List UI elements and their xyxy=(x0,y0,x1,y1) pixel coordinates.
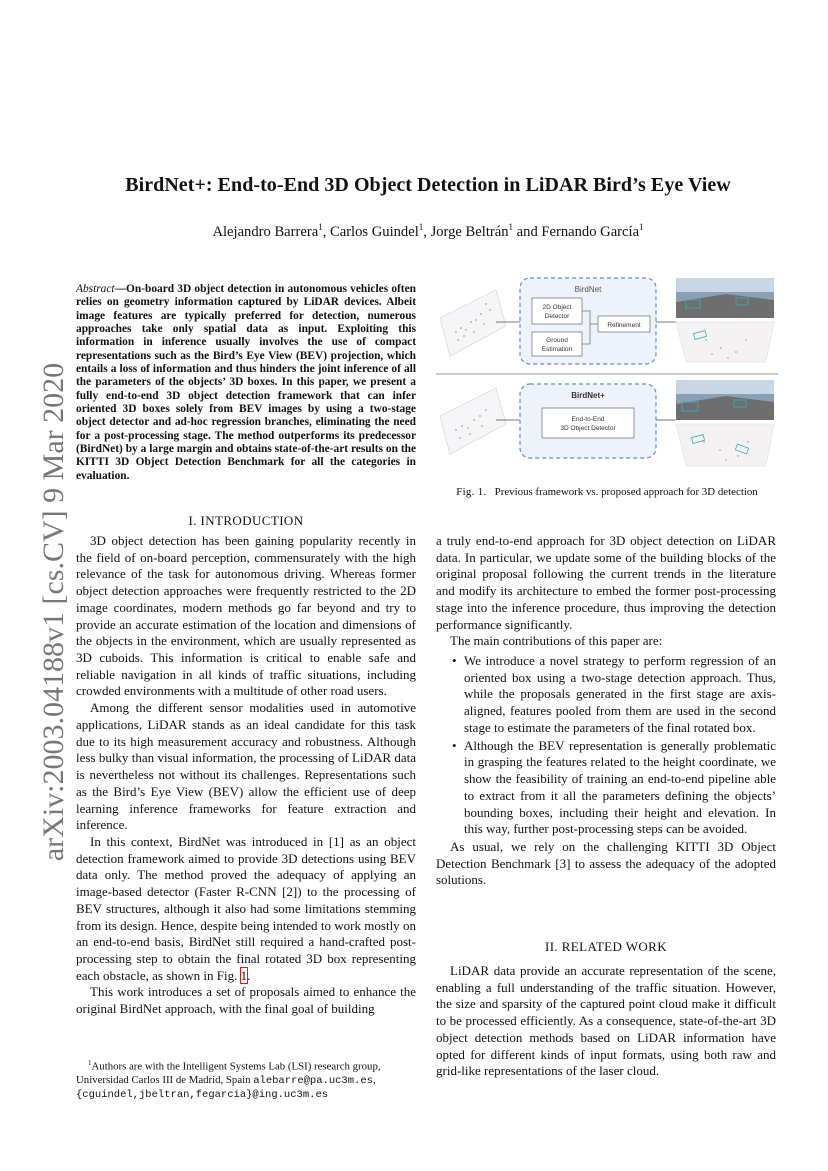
intro-p3-text-b: as an object detection framework aimed to provide 3D detections using BEV data only. The method proved the adequacy of applying an image-based detector (Faster R-CNN xyxy=(76,833,416,900)
email-link[interactable]: {cguindel,jbeltran,fegarcia}@ing.uc3m.es xyxy=(76,1088,329,1101)
birdnet-plus-label: BirdNet+ xyxy=(571,391,605,400)
email-link[interactable]: alebarre@pa.uc3m.es xyxy=(253,1074,373,1087)
author-name: Jorge Beltrán xyxy=(430,223,509,240)
author-name: Carlos Guindel xyxy=(329,223,419,240)
intro-p3-text-a: In this context, BirdNet was introduced in xyxy=(90,833,329,849)
citation-link[interactable]: [1] xyxy=(328,833,345,849)
abstract xyxy=(76,283,416,483)
intro-paragraph-3 xyxy=(76,834,416,984)
list-item xyxy=(436,653,776,737)
author-affiliation-mark: 1 xyxy=(639,222,644,232)
intro-right-p3-text-a: As usual, we rely on the challenging KITTI 3D Object Detection Benchmark xyxy=(436,838,776,871)
block-e2e-text-2: 3D Object Detector xyxy=(560,425,616,432)
intro-right-paragraph-3 xyxy=(436,839,776,889)
author-list xyxy=(88,222,768,241)
citation-link[interactable]: [2] xyxy=(282,884,298,900)
related-work-body xyxy=(436,963,776,1080)
author-separator: , xyxy=(423,223,431,240)
block-e2e-text: End-to-End xyxy=(571,416,605,423)
block-ground-text: Ground xyxy=(546,337,568,344)
intro-p3-text-c: ) to the processing of BEV structures, although it also had some limitations stemming from its design. Hence, despite being intended to work mostly on an end-to-end basis, BirdNet still required a hand-crafted post-processing step to obtain the final rotated 3D box representing each obstacle, as shown in Fig. xyxy=(76,884,416,983)
author-affiliation-mark: 1 xyxy=(418,222,424,232)
paper-title: BirdNet+: End-to-End 3D Object Detection in LiDAR Bird’s Eye View xyxy=(125,174,731,196)
intro-right-paragraph-1: a truly end-to-end approach for 3D object detection on LiDAR data. In particular, we update some of the building blocks of the original proposal following the current trends in the literature and modify its architecture to embed the former post-processing stage into the inference procedure, thus improving the detection performance significantly. xyxy=(436,533,776,632)
camera-image-bottom xyxy=(676,380,774,466)
citation-link[interactable]: [3] xyxy=(555,855,571,871)
intro-paragraph-2: Among the different sensor modalities used in automotive applications, LiDAR stands as an ideal candidate for this task due to its high measurement accuracy and robustness. Although less bulky than visual information, the processing of LiDAR data is nevertheless not without its challenges. Representations such as the Bird’s Eye View (BEV) allow the efficient use of deep learning inference frameworks for feature extraction and inference. xyxy=(76,700,416,833)
block-refine-text: Refinement xyxy=(607,322,641,329)
intro-paragraph-1: 3D object detection has been gaining popularity recently in the field of on-board perception, commensurately with the high relevance of the task for autonomous driving. Whereas former object detection approaches were frequently restricted to the 2D image coordinates, modern methods go far beyond and try to provide an accurate estimation of the location and dimensions of the objects in the environment, which are usually represented as 3D cuboids. This information is critical to enable safe and reliable navigation in all kinds of traffic situations, including crowded environments with a multitude of other road users. xyxy=(76,533,416,699)
footnote xyxy=(76,1057,416,1102)
footnote-text: Authors are with the Intelligent Systems Lab (LSI) research group, Universidad Carlos III de Madrid, Spain xyxy=(76,1060,381,1086)
lidar-pointcloud-top xyxy=(440,290,506,356)
author-affiliation-mark: 1 xyxy=(318,222,323,232)
birdnet-label: BirdNet xyxy=(574,285,602,294)
figure-1-diagram xyxy=(436,270,778,475)
footnote-mark: 1 xyxy=(88,1059,92,1067)
author-separator: , xyxy=(322,223,330,240)
left-column xyxy=(76,533,416,1018)
figure-1 xyxy=(436,270,778,475)
block-2d-detector xyxy=(532,298,582,324)
intro-paragraph-4: This work introduces a set of proposals aimed to enhance the original BirdNet approach, with the final goal of building xyxy=(76,984,416,1017)
footnote-sep: , xyxy=(372,1073,376,1086)
abstract-dash: — xyxy=(114,283,126,295)
list-item-text: Although the BEV representation is generally problematic in grasping the features related to the height coordinate, we show the feasibility of training an end-to-end pipeline able to extract from it all the parameters defining the objects’ bounding boxes, including their height and elevation. In this way, further post-processing steps can be avoided. xyxy=(464,737,776,837)
camera-image-top xyxy=(676,278,774,362)
block-2d-text: 2D Object xyxy=(542,304,572,311)
abstract-text: On-board 3D object detection in autonomous vehicles often relies on geometry information captured by LiDAR devices. Albeit image features are typically preferred for detection, numerous approaches take only spatial data as input. Exploiting this information in inference usually involves the use of compact representations such as the Bird’s Eye View (BEV) projection, which entails a loss of information and thus hinders the joint inference of all the parameters of the objects’ 3D boxes. In this paper, we present a fully end-to-end 3D object detection framework that can infer oriented 3D boxes solely from BEV images by using a two-stage object detector and ad-hoc regression branches, eliminating the need for a post-processing stage. The method outperforms its predecessor (BirdNet) by a large margin and obtains state-of-the-art results on the KITTI 3D Object Detection Benchmark for all the categories in evaluation. xyxy=(76,283,416,482)
bullet-icon: • xyxy=(452,653,457,669)
contributions-list xyxy=(436,653,776,838)
intro-right-p3-text-b: to assess the adequacy of the adopted solutions. xyxy=(436,855,776,888)
lidar-pointcloud-bottom xyxy=(440,388,506,454)
author-affiliation-mark: 1 xyxy=(508,222,514,232)
abstract-label: Abstract xyxy=(76,283,115,295)
section-heading-introduction: I. INTRODUCTION xyxy=(188,513,304,528)
author-name: Alejandro Barrera xyxy=(212,223,319,240)
author-separator: and xyxy=(513,223,542,240)
caption-number: Fig. 1. xyxy=(456,486,487,498)
bullet-icon: • xyxy=(452,737,457,753)
related-paragraph-1: LiDAR data provide an accurate representation of the scene, enabling a full understanding of the traffic situation. However, the size and sparsity of the captured point cloud make it difficult to be processed efficiently. As a consequence, state-of-the-art 3D object detection methods based on LiDAR information have opted for different kinds of input formats, using both raw and grid-like representations of the laser cloud. xyxy=(436,963,776,1079)
author-name: Fernando García xyxy=(541,223,640,240)
figure-caption xyxy=(436,486,778,498)
arxiv-identifier: arXiv:2003.04188v1 [cs.CV] 9 Mar 2020 xyxy=(37,362,70,862)
right-column xyxy=(436,533,776,889)
intro-p3-text-d: . xyxy=(247,967,251,983)
block-ground-text-2: Estimation xyxy=(541,346,573,353)
block-end-to-end xyxy=(542,408,634,438)
list-item xyxy=(436,738,776,838)
caption-text: Previous framework vs. proposed approach for 3D detection xyxy=(494,486,758,498)
figure-reference-link[interactable]: 1 xyxy=(240,967,248,983)
block-2d-text-2: Detector xyxy=(544,313,570,320)
intro-right-paragraph-2: The main contributions of this paper are: xyxy=(450,633,663,649)
section-heading-related-work: II. RELATED WORK xyxy=(544,939,668,954)
list-item-text: We introduce a novel strategy to perform regression of an oriented box using a two-stage detection approach. Thus, while the proposals generated in the first stage are axis-aligned, features pooled from them are used in the second stage to estimate the parameters of the final rotated box. xyxy=(464,653,776,735)
